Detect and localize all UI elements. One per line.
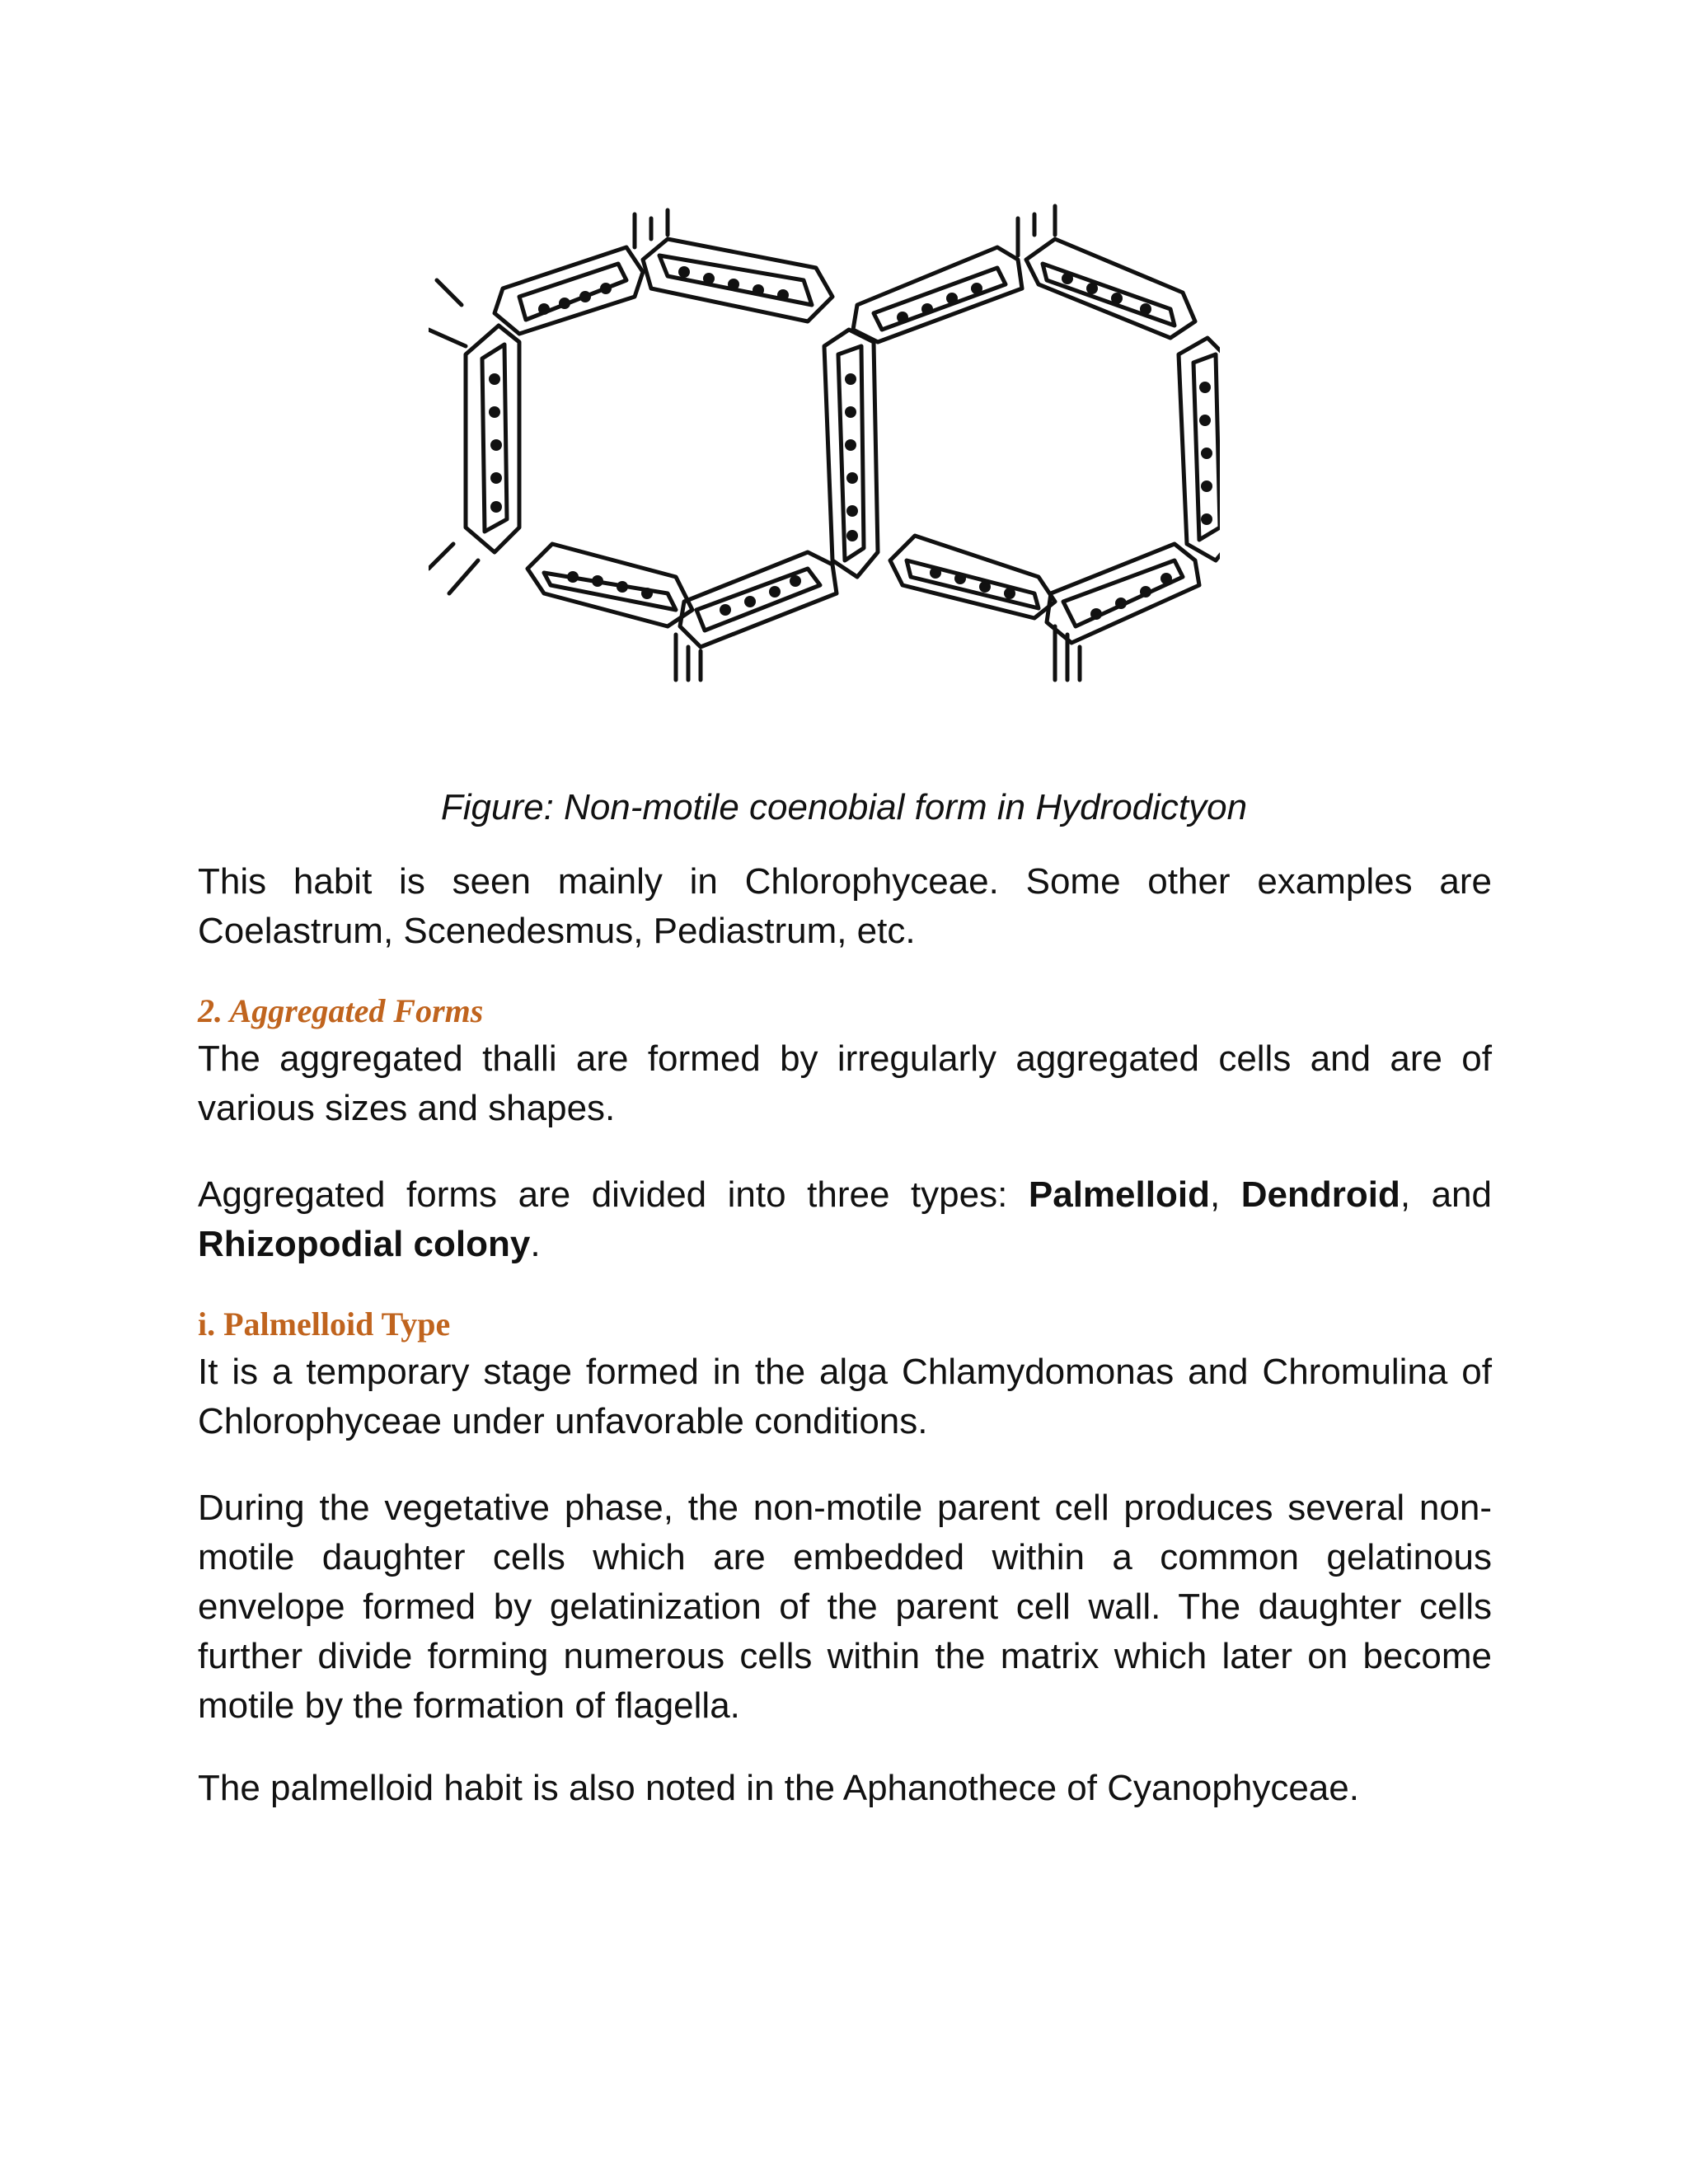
paragraph-aggregated-thalli: The aggregated thalli are formed by irregularly aggregated cells and are of various sizes and shapes. [198,1038,1492,1128]
hydrodictyon-drawing [429,198,1220,758]
types-end: . [530,1224,541,1264]
type-dendroid: Dendroid [1240,1174,1400,1215]
subsection-heading-palmelloid: i. Palmelloid Type [198,1305,451,1343]
paragraph-aphanothece: The palmelloid habit is also noted in the Aphanothece of Cyanophyceae. [198,1768,1359,1808]
section-heading-aggregated-forms: 2. Aggregated Forms [198,992,484,1029]
hydrodictyon-figure [429,198,1220,758]
figure-caption: Figure: Non-motile coenobial form in Hydrodictyon [440,787,1248,827]
type-rhizopodial: Rhizopodial colony [198,1224,531,1264]
paragraph-habit: This habit is seen mainly in Chlorophyceae. Some other examples are Coelastrum, Scenedesmus, Pediastrum, etc. [198,861,1492,951]
types-sep-2: , and [1400,1174,1492,1215]
paragraph-palmelloid-stage: It is a temporary stage formed in the alga Chlamydomonas and Chromulina of Chlorophyceae under unfavorable conditions. [198,1352,1492,1441]
types-lead: Aggregated forms are divided into three types: [198,1174,1029,1215]
types-sep-1: , [1209,1174,1241,1215]
paragraph-aggregated-types [198,1170,1492,1269]
paragraph-vegetative-phase: During the vegetative phase, the non-motile parent cell produces several non-motile daughter cells which are embedded within a common gelatinous envelope formed by gelatinization of the parent cell wall. The daughter cells further divide forming numerous cells within the matrix which later on become motile by the formation of flagella. [198,1488,1492,1726]
type-palmelloid: Palmelloid [1028,1174,1210,1215]
